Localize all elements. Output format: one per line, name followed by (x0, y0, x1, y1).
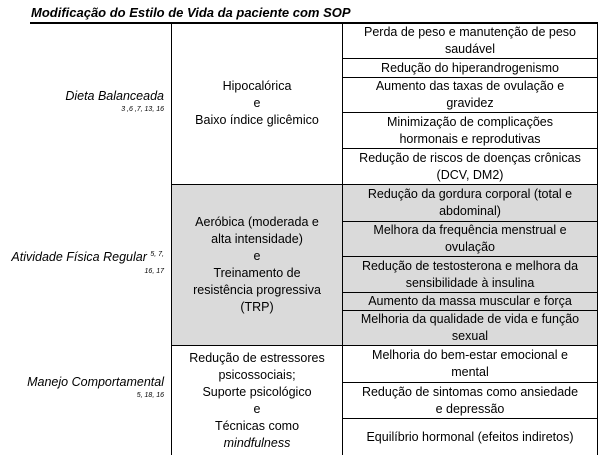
approach-line: alta intensidade) (211, 232, 303, 246)
approach-line: Técnicas como (214, 418, 300, 433)
approach-physical-activity (172, 185, 342, 345)
effect-line: Redução de riscos de doenças crônicas (359, 150, 581, 165)
effect-line: ovulação (444, 240, 496, 254)
effect-line: Redução da gordura corporal (total e (367, 187, 573, 201)
effect-line: sensibilidade à insulina (405, 275, 535, 290)
approach-line: e (253, 96, 261, 110)
effect-line: Minimização de complicações (386, 114, 554, 129)
effect-line: e depressão (435, 401, 505, 416)
approach-line: psicossociais; (218, 367, 296, 382)
effect-cell (343, 113, 597, 148)
approach-diet (172, 23, 342, 184)
effect-line: Melhoria do bem-estar emocional e (372, 348, 568, 362)
category-label-line: Regular (103, 250, 147, 264)
effect-cell (343, 149, 597, 184)
effect-line: hormonais e reprodutivas (399, 131, 541, 146)
effect-line: gravidez (446, 96, 494, 110)
approach-line: (TRP) (240, 300, 274, 314)
category-label: Atividade Física (11, 250, 100, 264)
approach-line: resistência progressiva (193, 283, 321, 297)
approach-line: e (253, 401, 261, 416)
approach-line: Hipocalórica (222, 79, 292, 93)
category-label: Dieta Balanceada (65, 89, 164, 103)
approach-line: Treinamento de (213, 266, 301, 280)
effect-line: Redução de testosterona e melhora da (361, 258, 579, 273)
effect-line: sexual (451, 329, 489, 343)
approach-behavioral (172, 346, 342, 455)
effect-line: saudável (444, 41, 496, 56)
effect-cell (343, 311, 597, 345)
effect-cell (343, 293, 597, 310)
category-label (103, 250, 164, 281)
effect-line: abdominal) (439, 204, 501, 218)
effect-cell (343, 383, 597, 418)
category-physical-activity (4, 249, 164, 283)
effect-line: Melhoria da qualidade de vida e função (360, 312, 580, 326)
effect-cell (343, 59, 597, 77)
category-label: Comportamental (71, 375, 164, 389)
category-refs: 5, 7, 16, 17 (144, 250, 164, 275)
approach-line: Suporte psicológico (202, 384, 312, 399)
effect-line: Redução de sintomas como ansiedade (361, 384, 579, 399)
category-refs: 5, 18, 16 (136, 392, 164, 399)
effect-line: Redução do hiperandrogenismo (381, 60, 559, 75)
effect-cell (343, 257, 597, 292)
approach-line: mindfulness (223, 435, 291, 450)
effect-cell (343, 185, 597, 221)
effect-cell (343, 346, 597, 382)
category-diet (4, 88, 164, 115)
effect-line: Equilíbrio hormonal (efeitos indiretos) (366, 429, 574, 444)
approach-line: Baixo índice glicêmico (195, 113, 319, 127)
effect-cell (343, 78, 597, 112)
column-divider-right (597, 23, 598, 455)
approach-line: e (253, 249, 261, 263)
effect-line: Perda de peso e manutenção de peso (364, 24, 576, 39)
effect-line: Aumento da massa muscular e força (368, 294, 572, 308)
category-refs: 3 ,6 ,7, 13, 16 (121, 106, 164, 113)
effect-cell (343, 419, 597, 455)
effect-line: mental (451, 365, 489, 379)
category-behavioral (4, 374, 164, 401)
table-title: Modificação do Estilo de Vida da paciente com SOP (31, 5, 351, 20)
effect-cell (343, 23, 597, 58)
effect-line: Aumento das taxas de ovulação e (375, 79, 565, 93)
effect-line: Melhora da frequência menstrual e (373, 223, 567, 237)
approach-line: Redução de estressores (189, 350, 325, 365)
effect-line: (DCV, DM2) (436, 167, 504, 182)
approach-line: Aeróbica (moderada e (195, 215, 319, 229)
category-label: Manejo (27, 375, 69, 389)
effect-cell (343, 222, 597, 256)
